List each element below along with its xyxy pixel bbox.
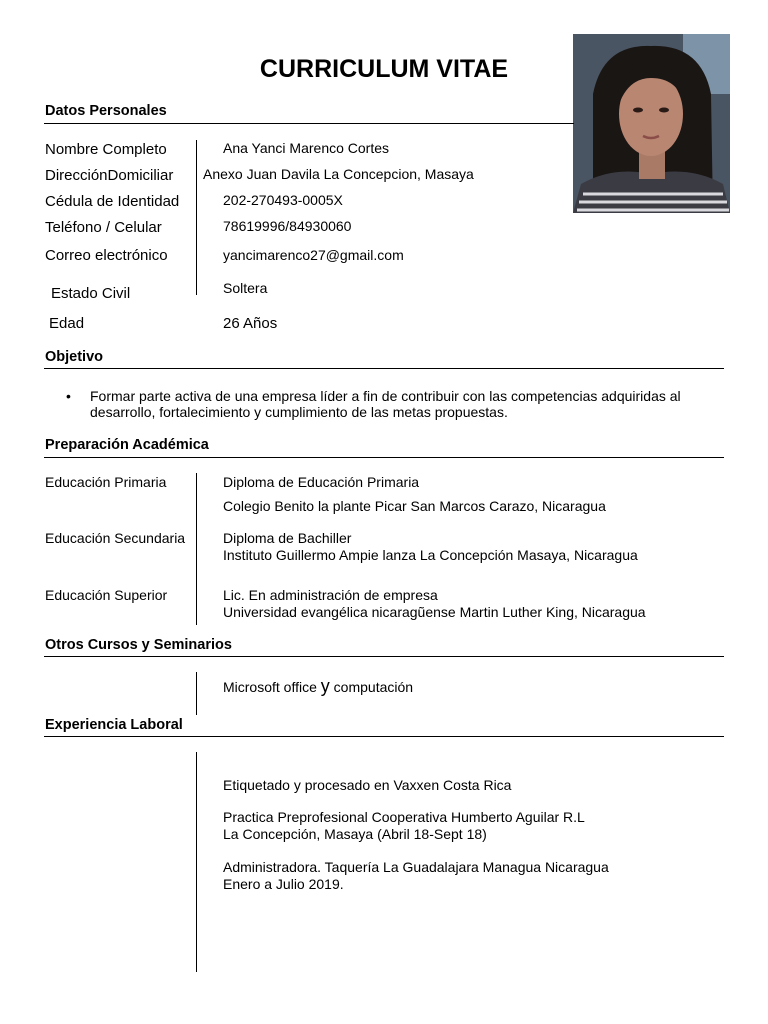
section-personal-heading: Datos Personales xyxy=(45,103,167,119)
secondary-diploma: Diploma de Bachiller xyxy=(223,530,352,546)
value-email: yancimarenco27@gmail.com xyxy=(223,247,404,263)
course-text-1: Microsoft office xyxy=(223,679,321,695)
page-title: CURRICULUM VITAE xyxy=(259,55,509,83)
section-experience-heading: Experiencia Laboral xyxy=(45,717,183,733)
section-divider xyxy=(44,736,724,737)
value-marital-status: Soltera xyxy=(223,280,268,296)
value-age: 26 Años xyxy=(223,315,278,332)
section-divider xyxy=(44,123,574,124)
value-address: Anexo Juan Davila La Concepcion, Masaya xyxy=(203,166,474,182)
value-id-number: 202-270493-0005X xyxy=(223,192,343,208)
label-primary-education: Educación Primaria xyxy=(45,474,167,490)
objective-line-2: desarrollo, fortalecimiento y cumplimiento de las metas propuestas. xyxy=(90,404,508,420)
bullet: • xyxy=(66,388,71,404)
label-phone: Teléfono / Celular xyxy=(45,219,162,236)
section-divider xyxy=(44,656,724,657)
section-objective-heading: Objetivo xyxy=(45,349,104,365)
section-education-heading: Preparación Académica xyxy=(45,437,209,453)
experience-2-line-2: La Concepción, Masaya (Abril 18-Sept 18) xyxy=(223,826,487,842)
label-marital-status: Estado Civil xyxy=(51,285,131,302)
column-divider xyxy=(196,752,197,972)
label-full-name: Nombre Completo xyxy=(45,141,167,158)
higher-institution: Universidad evangélica nicaragũense Martin Luther King, Nicaragua xyxy=(223,604,646,620)
section-divider xyxy=(44,457,724,458)
experience-2-line-1: Practica Preprofesional Cooperativa Humberto Aguilar R.L xyxy=(223,809,585,825)
primary-school: Colegio Benito la plante Picar San Marcos Carazo, Nicaragua xyxy=(223,498,606,514)
objective-line-1: Formar parte activa de una empresa líder a fin de contribuir con las competencias adquiridas al xyxy=(90,388,681,404)
experience-1-line-1: Etiquetado y procesado en Vaxxen Costa Rica xyxy=(223,777,512,793)
value-full-name: Ana Yanci Marenco Cortes xyxy=(223,140,390,156)
column-divider xyxy=(196,672,197,715)
course-connector: y xyxy=(320,676,330,696)
section-courses-heading: Otros Cursos y Seminarios xyxy=(45,637,232,653)
label-id-number: Cédula de Identidad xyxy=(45,193,180,210)
profile-photo xyxy=(573,34,730,213)
column-divider xyxy=(196,140,197,295)
label-address: DirecciónDomiciliar xyxy=(45,167,174,184)
label-age: Edad xyxy=(49,315,85,332)
column-divider xyxy=(196,473,197,625)
course-text-2: computación xyxy=(329,679,414,695)
primary-diploma: Diploma de Educación Primaria xyxy=(223,474,420,490)
experience-3-line-1: Administradora. Taquería La Guadalajara Managua Nicaragua xyxy=(223,859,609,875)
label-higher-education: Educación Superior xyxy=(45,587,168,603)
label-email: Correo electrónico xyxy=(45,247,168,264)
secondary-school: Instituto Guillermo Ampie lanza La Concepción Masaya, Nicaragua xyxy=(223,547,638,563)
label-secondary-education: Educación Secundaria xyxy=(45,530,186,546)
course-item xyxy=(223,676,413,697)
experience-3-line-2: Enero a Julio 2019. xyxy=(223,876,344,892)
value-phone: 78619996/84930060 xyxy=(223,218,352,234)
section-divider xyxy=(44,368,724,369)
higher-degree: Lic. En administración de empresa xyxy=(223,587,438,603)
